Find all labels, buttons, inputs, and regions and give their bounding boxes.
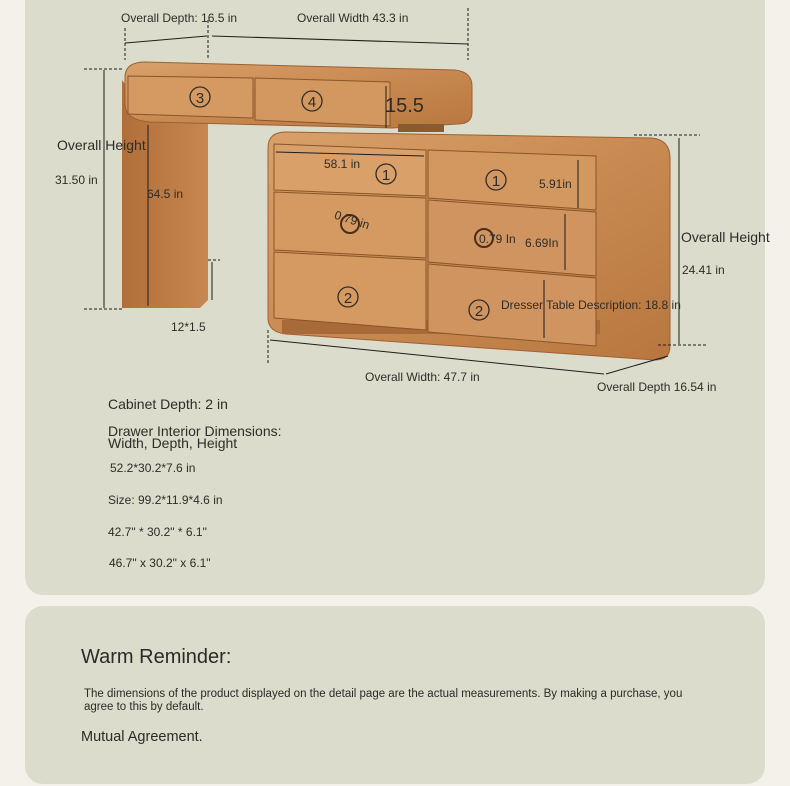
label-dresser-description: Dresser Table Description: 18.8 in — [501, 298, 681, 312]
drawer-num-2a: 2 — [343, 290, 353, 307]
drawer-num-1a: 1 — [381, 167, 391, 184]
drawer-num-2b: 2 — [474, 303, 484, 320]
label-drawer-height-mid: 6.69In — [525, 236, 559, 250]
label-right-overall-height: Overall Height — [681, 229, 770, 245]
label-handle-a: 0.79 in — [332, 207, 372, 233]
cabinet-depth: Cabinet Depth: 2 in — [108, 396, 228, 412]
label-left-height-in: 31.50 in — [55, 173, 98, 187]
spec-line-4: 46.7" x 30.2" x 6.1" — [109, 556, 211, 570]
label-bottom-overall-width: Overall Width: 47.7 in — [365, 370, 480, 384]
drawer-num-3: 3 — [195, 90, 205, 107]
label-top-overall-width: Overall Width 43.3 in — [297, 11, 409, 25]
reminder-footer: Mutual Agreement. — [81, 729, 203, 745]
label-top-overall-depth: Overall Depth: 16.5 in — [121, 11, 238, 25]
label-bottom-overall-depth: Overall Depth 16.54 in — [597, 380, 717, 394]
label-top-side-15-5: 15.5 — [385, 95, 424, 117]
spec-line-3: 42.7" * 30.2" * 6.1" — [108, 525, 207, 539]
label-right-height-in: 24.41 in — [682, 263, 725, 277]
label-left-overall-height: Overall Height — [57, 137, 146, 153]
label-left-inner-height: 64.5 in — [147, 187, 184, 201]
reminder-title: Warm Reminder: — [81, 646, 232, 668]
label-drawer-height-top: 5.91in — [539, 177, 572, 191]
drawer-num-1b: 1 — [491, 173, 501, 190]
interior-title-1: Drawer Interior Dimensions: — [108, 423, 282, 439]
label-handle-b: 0.79 In — [479, 232, 516, 246]
drawer-num-4: 4 — [307, 94, 317, 111]
desk-swivel — [398, 124, 444, 132]
spec-line-2: Size: 99.2*11.9*4.6 in — [108, 493, 223, 507]
label-drawer-width: 58.1 in — [324, 157, 361, 171]
spec-line-1: 52.2*30.2*7.6 in — [110, 461, 196, 475]
reminder-body: The dimensions of the product displayed on the detail page are the actual measurements. By making a purchase, you agree to this by default. — [84, 688, 683, 713]
interior-title-2: Width, Depth, Height — [108, 435, 238, 451]
label-left-base: 12*1.5 — [171, 320, 206, 334]
